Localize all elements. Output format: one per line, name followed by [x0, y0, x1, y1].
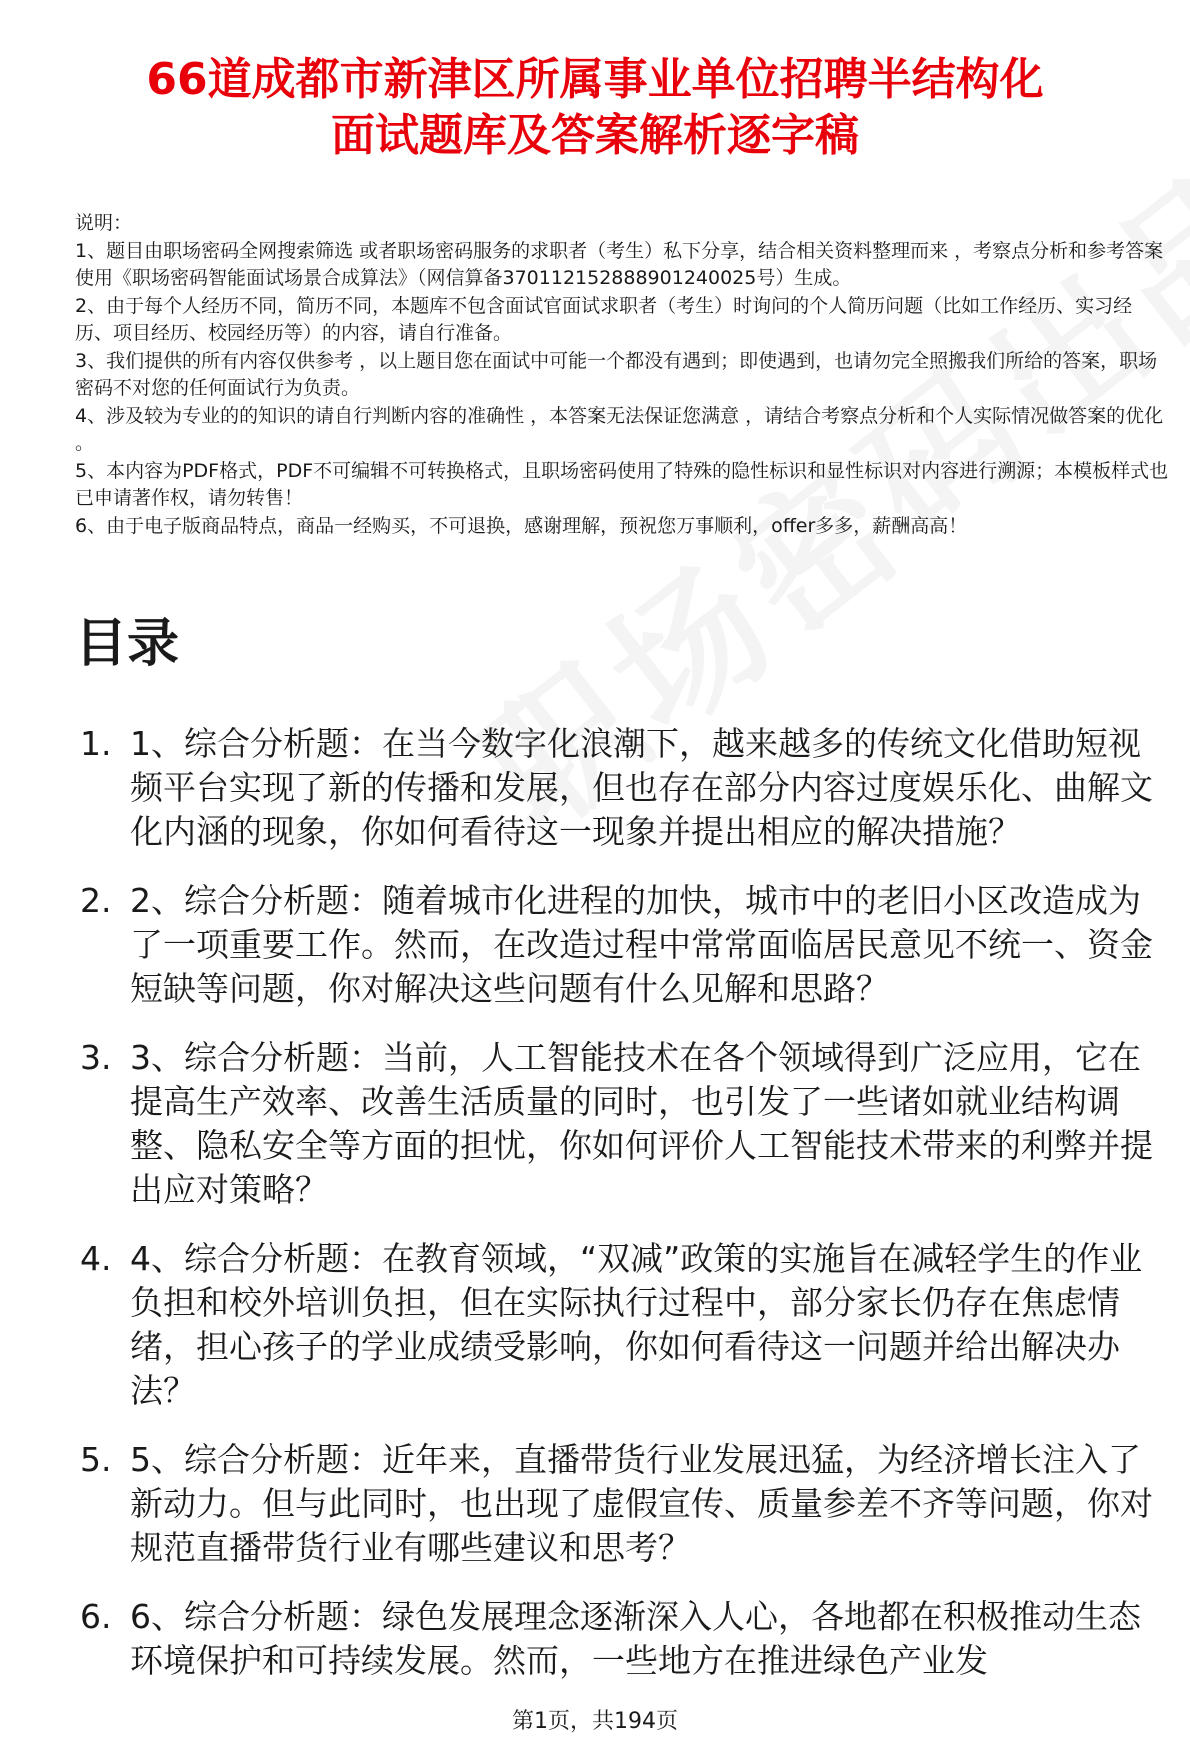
toc-item-text[interactable]: 3、综合分析题：当前，人工智能技术在各个领域得到广泛应用，它在提高生产效率、改善生活质量的同时，也引发了一些诸如就业结构调整、隐私安全等方面的担忧，你如何评价人工智能技术带来的利弊并提出应对策略？ — [130, 1038, 1153, 1209]
toc-item-text[interactable]: 5、综合分析题：近年来，直播带货行业发展迅猛，为经济增长注入了新动力。但与此同时，也出现了虚假宣传、质量参差不齐等问题，你对规范直播带货行业有哪些建议和思考？ — [130, 1440, 1153, 1567]
title-line-1: 66道成都市新津区所属事业单位招聘半结构化 — [146, 54, 1044, 105]
toc-item[interactable] — [80, 1237, 1170, 1413]
note-line: 5、本内容为PDF格式，PDF不可编辑不可转换格式，且职场密码使用了特殊的隐性标识和显性标识对内容进行溯源；本模板样式也已申请著作权，请勿转售！ — [75, 459, 1169, 509]
toc-item-text[interactable]: 2、综合分析题：随着城市化进程的加快，城市中的老旧小区改造成为了一项重要工作。然而，在改造过程中常常面临居民意见不统一、资金短缺等问题，你对解决这些问题有什么见解和思路？ — [130, 881, 1153, 1008]
toc-item[interactable] — [80, 722, 1170, 854]
toc-item-number: 1. — [80, 724, 112, 763]
toc-item-number: 6. — [80, 1597, 112, 1636]
note-line: 2、由于每个人经历不同，简历不同，本题库不包含面试官面试求职者（考生）时询问的个人简历问题（比如工作经历、实习经历、项目经历、校园经历等）的内容，请自行准备。 — [75, 294, 1133, 344]
title-line-2: 面试题库及答案解析逐字稿 — [331, 110, 859, 161]
toc-item-number: 5. — [80, 1440, 112, 1479]
note-line: 3、我们提供的所有内容仅供参考 ，以上题目您在面试中可能一个都没有遇到；即使遇到，也请勿完全照搬我们所给的答案，职场密码不对您的任何面试行为负责。 — [75, 349, 1158, 399]
toc-item-number: 3. — [80, 1038, 112, 1077]
toc-item-text[interactable]: 4、综合分析题：在教育领域，“双减”政策的实施旨在减轻学生的作业负担和校外培训负担，但在实际执行过程中，部分家长仍存在焦虑情绪，担心孩子的学业成绩受影响，你如何看待这一问题并给出解决办法？ — [130, 1239, 1143, 1410]
note-line: 4、涉及较为专业的的知识的请自行判断内容的准确性 ，本答案无法保证您满意 ，请结合考察点分析和个人实际情况做答案的优化 。 — [75, 404, 1164, 454]
toc-heading: 目录 — [75, 614, 180, 674]
toc-item[interactable] — [80, 1036, 1170, 1212]
toc-item[interactable] — [80, 1595, 1170, 1683]
toc-item-text[interactable]: 1、综合分析题：在当今数字化浪潮下，越来越多的传统文化借助短视频平台实现了新的传播和发展，但也存在部分内容过度娱乐化、曲解文化内涵的现象，你如何看待这一现象并提出相应的解决措施？ — [130, 724, 1153, 851]
toc-item-text[interactable]: 6、综合分析题：绿色发展理念逐渐深入人心，各地都在积极推动生态环境保护和可持续发展。然而，一些地方在推进绿色产业发 — [130, 1597, 1141, 1680]
note-line: 6、由于电子版商品特点，商品一经购买，不可退换，感谢理解，预祝您万事顺利，offer多多，薪酬高高！ — [75, 514, 968, 537]
toc-item[interactable] — [80, 1438, 1170, 1570]
toc-item-number: 4. — [80, 1239, 112, 1278]
notes-heading: 说明： — [75, 212, 133, 234]
toc-item[interactable] — [80, 879, 1170, 1011]
note-line: 1、题目由职场密码全网搜索筛选 或者职场密码服务的求职者（考生）私下分享，结合相关资料整理而来 ，考察点分析和参考答案使用《职场密码智能面试场景合成算法》（网信算备370112152888901240025号）生成。 — [75, 239, 1164, 289]
toc-list — [80, 722, 1170, 1705]
page-footer: 第1页，共194页 — [0, 1708, 1190, 1736]
toc-item-number: 2. — [80, 881, 112, 920]
